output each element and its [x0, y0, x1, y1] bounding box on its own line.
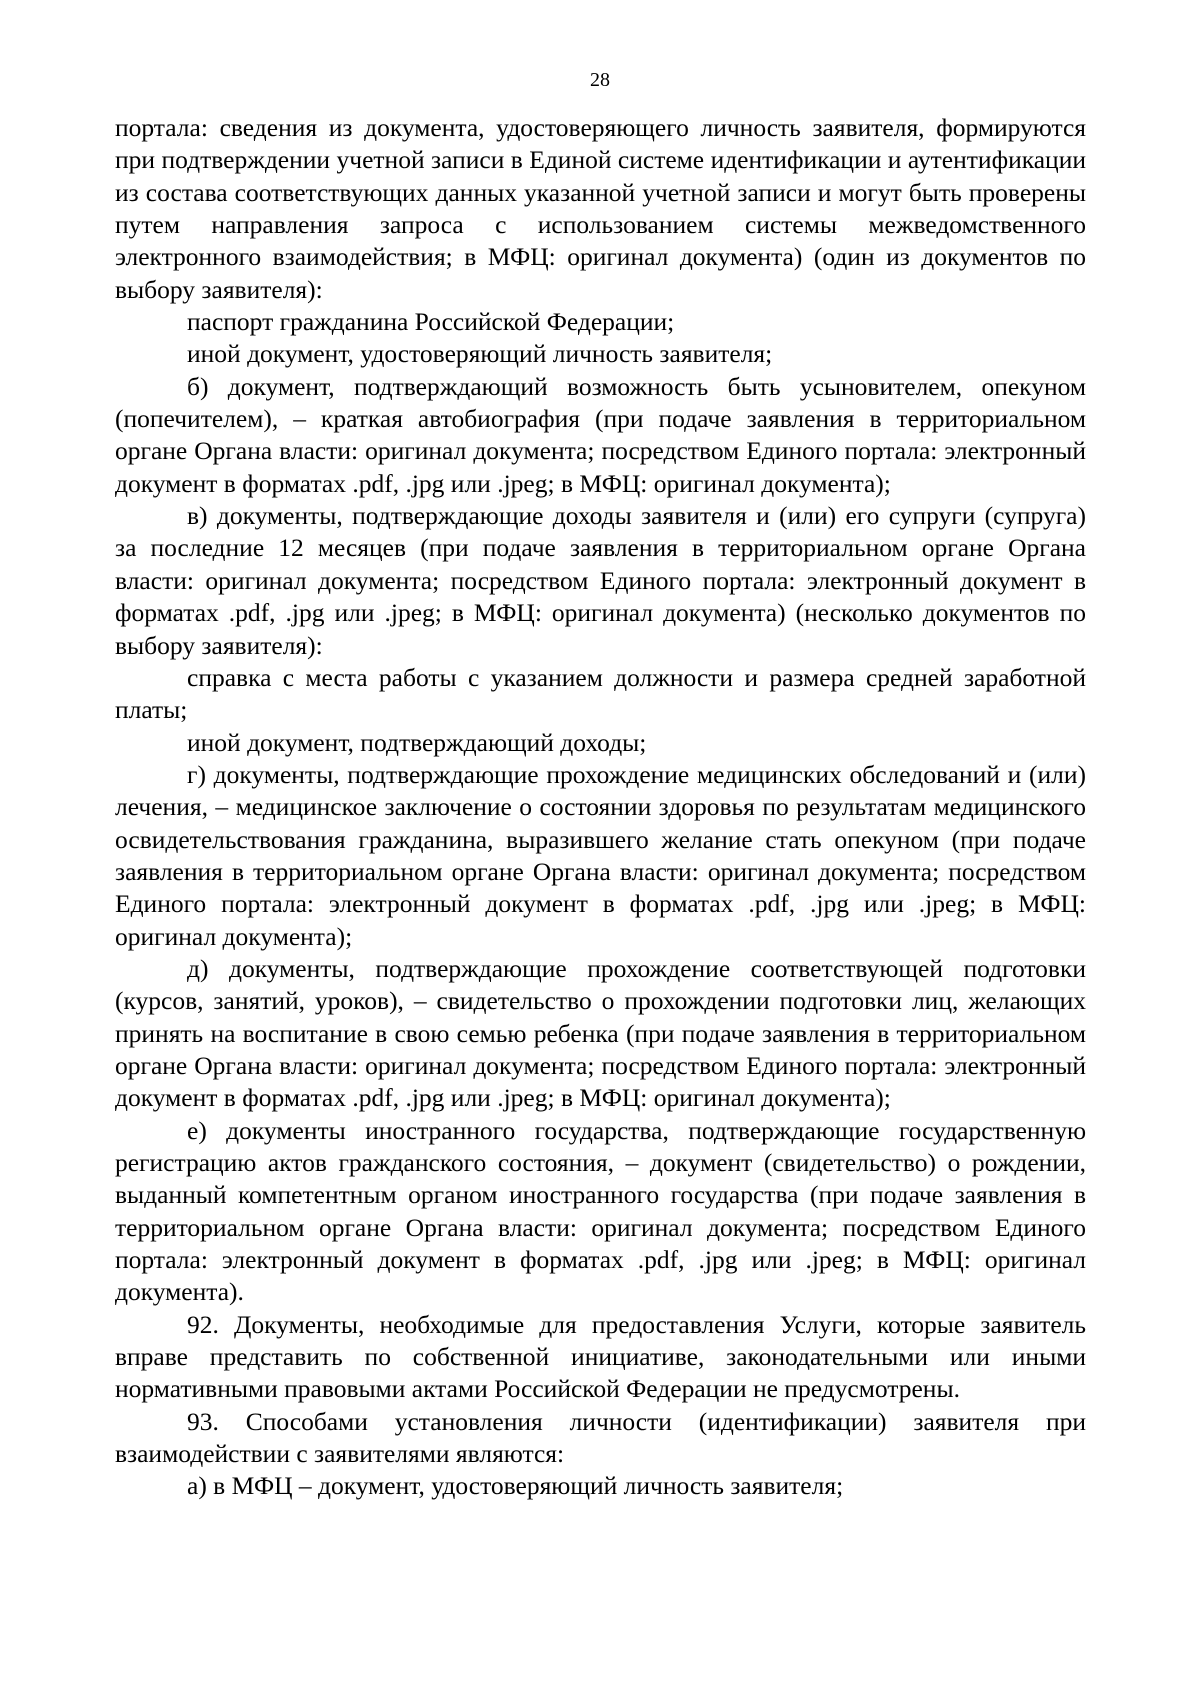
document-body: [115, 112, 1086, 1503]
paragraph-item-a-mfc: а) в МФЦ – документ, удостоверяющий личность заявителя;: [187, 1471, 844, 1501]
paragraph-passport: паспорт гражданина Российской Федерации;: [187, 307, 675, 337]
paragraph-clause-92: 92. Документы, необходимые для предоставления Услуги, которые заявитель вправе представить по собственной инициативе, законодательными или иными нормативными правовыми актами Российской Федерации не предусмотрены.: [115, 1309, 1086, 1404]
page-number: 28: [590, 69, 610, 91]
paragraph-work-certificate: справка с места работы с указанием должности и размера средней заработной платы;: [115, 662, 1086, 725]
paragraph-item-e: е) документы иностранного государства, подтверждающие государственную регистрацию актов гражданского состояния, – документ (свидетельство) о рождении, выданный компетентным органом иностранного государства (при подаче заявления в территориальном органе Органа власти: оригинал документа; посредством Единого портала: электронный документ в форматах .pdf, .jpg или .jpeg; в МФЦ: оригинал документа).: [115, 1115, 1086, 1307]
paragraph-item-g: г) документы, подтверждающие прохождение медицинских обследований и (или) лечения, – медицинское заключение о состоянии здоровья по результатам медицинского освидетельствования гражданина, выразившего желание стать опекуном (при подаче заявления в территориальном органе Органа власти: оригинал документа; посредством Единого портала: электронный документ в форматах .pdf, .jpg или .jpeg; в МФЦ: оригинал документа);: [115, 759, 1086, 951]
paragraph-other-income-doc: иной документ, подтверждающий доходы;: [187, 727, 647, 757]
paragraph-clause-93: 93. Способами установления личности (идентификации) заявителя при взаимодействии с заявителями являются:: [115, 1406, 1086, 1469]
paragraph-item-b: б) документ, подтверждающий возможность быть усыновителем, опекуном (попечителем), – краткая автобиография (при подаче заявления в территориальном органе Органа власти: оригинал документа; посредством Единого портала: электронный документ в форматах .pdf, .jpg или .jpeg; в МФЦ: оригинал документа);: [115, 371, 1086, 498]
paragraph-continuation-identity-docs: портала: сведения из документа, удостоверяющего личность заявителя, формируются при подтверждении учетной записи в Единой системе идентификации и аутентификации из состава соответствующих данных указанной учетной записи и могут быть проверены путем направления запроса с использованием системы межведомственного электронного взаимодействия; в МФЦ: оригинал документа) (один из документов по выбору заявителя):: [115, 113, 1086, 304]
paragraph-other-identity-doc: иной документ, удостоверяющий личность заявителя;: [187, 339, 773, 369]
paragraph-item-d: д) документы, подтверждающие прохождение соответствующей подготовки (курсов, занятий, уроков), – свидетельство о прохождении подготовки лиц, желающих принять на воспитание в свою семью ребенка (при подаче заявления в территориальном органе Органа власти: оригинал документа; посредством Единого портала: электронный документ в форматах .pdf, .jpg или .jpeg; в МФЦ: оригинал документа);: [115, 953, 1086, 1113]
paragraph-item-v: в) документы, подтверждающие доходы заявителя и (или) его супруги (супруга) за последние 12 месяцев (при подаче заявления в территориальном органе Органа власти: оригинал документа; посредством Единого портала: электронный документ в форматах .pdf, .jpg или .jpeg; в МФЦ: оригинал документа) (несколько документов по выбору заявителя):: [115, 501, 1086, 660]
